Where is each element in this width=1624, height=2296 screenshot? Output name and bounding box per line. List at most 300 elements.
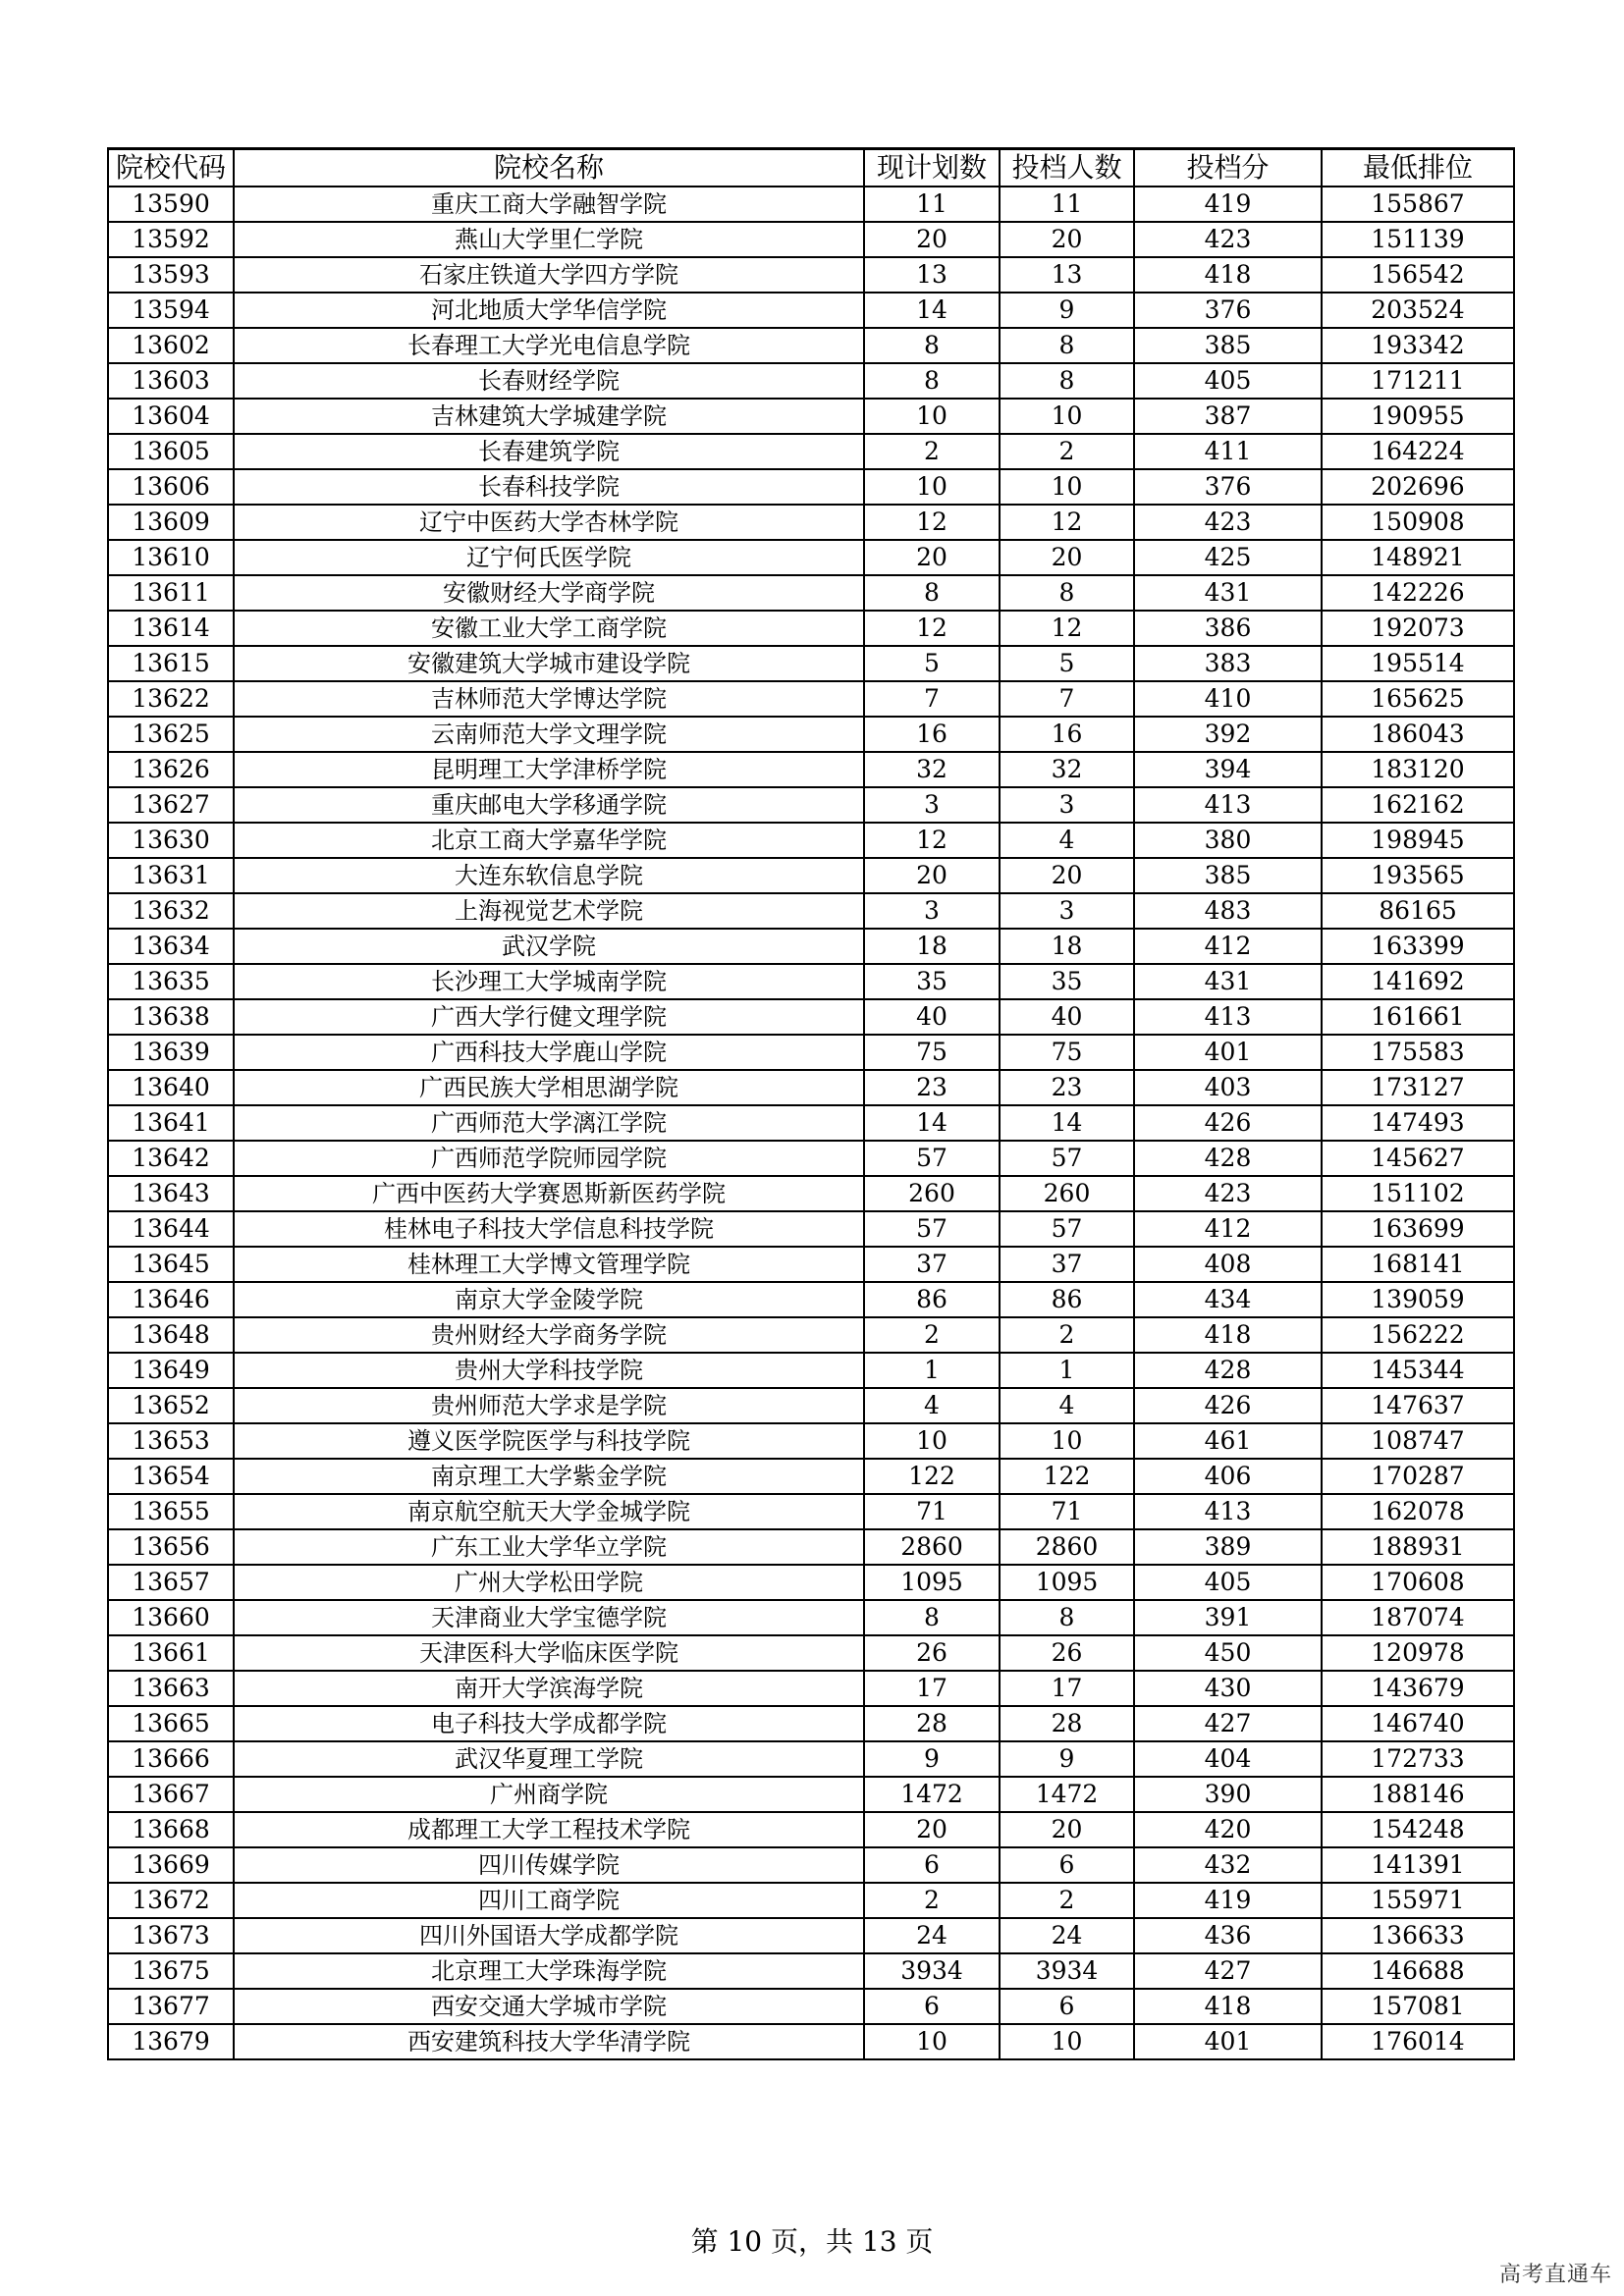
cell-school-name: 长沙理工大学城南学院 <box>234 964 864 999</box>
cell-school-name: 西安交通大学城市学院 <box>234 1989 864 2024</box>
cell-lowest-rank: 170608 <box>1322 1565 1514 1600</box>
cell-admitted-count: 75 <box>1000 1035 1134 1070</box>
cell-school-name: 四川外国语大学成都学院 <box>234 1918 864 1953</box>
cell-admission-score: 385 <box>1134 328 1322 363</box>
table-row <box>108 681 1514 717</box>
cell-current-plan: 71 <box>864 1494 1000 1529</box>
cell-admitted-count: 10 <box>1000 2024 1134 2059</box>
cell-school-name: 广西大学行健文理学院 <box>234 999 864 1035</box>
table-row <box>108 1141 1514 1176</box>
table-row <box>108 1459 1514 1494</box>
cell-admission-score: 401 <box>1134 1035 1322 1070</box>
table-row <box>108 1211 1514 1247</box>
table-row <box>108 1105 1514 1141</box>
cell-lowest-rank: 170287 <box>1322 1459 1514 1494</box>
table-row <box>108 187 1514 222</box>
cell-school-code: 13638 <box>108 999 234 1035</box>
cell-lowest-rank: 142226 <box>1322 575 1514 611</box>
cell-admitted-count: 40 <box>1000 999 1134 1035</box>
table-row <box>108 1989 1514 2024</box>
cell-admitted-count: 10 <box>1000 399 1134 434</box>
cell-school-code: 13632 <box>108 893 234 929</box>
header-school-code: 院校代码 <box>108 149 234 187</box>
cell-admission-score: 405 <box>1134 363 1322 399</box>
cell-admitted-count: 11 <box>1000 187 1134 222</box>
table-row <box>108 611 1514 646</box>
header-admitted-count: 投档人数 <box>1000 149 1134 187</box>
cell-admitted-count: 37 <box>1000 1247 1134 1282</box>
cell-school-name: 桂林理工大学博文管理学院 <box>234 1247 864 1282</box>
cell-current-plan: 1095 <box>864 1565 1000 1600</box>
cell-admitted-count: 23 <box>1000 1070 1134 1105</box>
cell-lowest-rank: 145344 <box>1322 1353 1514 1388</box>
cell-admitted-count: 260 <box>1000 1176 1134 1211</box>
cell-admission-score: 408 <box>1134 1247 1322 1282</box>
cell-admitted-count: 12 <box>1000 611 1134 646</box>
cell-school-code: 13655 <box>108 1494 234 1529</box>
cell-school-name: 广西中医药大学赛恩斯新医药学院 <box>234 1176 864 1211</box>
cell-school-code: 13643 <box>108 1176 234 1211</box>
cell-school-code: 13677 <box>108 1989 234 2024</box>
cell-school-name: 广西民族大学相思湖学院 <box>234 1070 864 1105</box>
cell-admission-score: 394 <box>1134 752 1322 787</box>
table-row <box>108 964 1514 999</box>
header-admission-score: 投档分 <box>1134 149 1322 187</box>
cell-admitted-count: 5 <box>1000 646 1134 681</box>
cell-admission-score: 411 <box>1134 434 1322 469</box>
cell-admitted-count: 7 <box>1000 681 1134 717</box>
cell-admission-score: 380 <box>1134 823 1322 858</box>
cell-current-plan: 2860 <box>864 1529 1000 1565</box>
cell-school-name: 广东工业大学华立学院 <box>234 1529 864 1565</box>
cell-school-code: 13649 <box>108 1353 234 1388</box>
cell-school-name: 长春理工大学光电信息学院 <box>234 328 864 363</box>
table-row <box>108 1777 1514 1812</box>
cell-admission-score: 385 <box>1134 858 1322 893</box>
cell-school-code: 13631 <box>108 858 234 893</box>
cell-admission-score: 392 <box>1134 717 1322 752</box>
cell-school-name: 四川传媒学院 <box>234 1847 864 1883</box>
cell-current-plan: 9 <box>864 1741 1000 1777</box>
cell-lowest-rank: 193342 <box>1322 328 1514 363</box>
cell-school-name: 上海视觉艺术学院 <box>234 893 864 929</box>
cell-school-name: 安徽财经大学商学院 <box>234 575 864 611</box>
cell-admitted-count: 35 <box>1000 964 1134 999</box>
cell-lowest-rank: 145627 <box>1322 1141 1514 1176</box>
cell-current-plan: 86 <box>864 1282 1000 1317</box>
cell-current-plan: 14 <box>864 1105 1000 1141</box>
header-school-name: 院校名称 <box>234 149 864 187</box>
table-header-row <box>108 149 1514 187</box>
header-current-plan: 现计划数 <box>864 149 1000 187</box>
cell-admission-score: 436 <box>1134 1918 1322 1953</box>
cell-school-name: 重庆工商大学融智学院 <box>234 187 864 222</box>
cell-current-plan: 2 <box>864 1883 1000 1918</box>
cell-admitted-count: 2860 <box>1000 1529 1134 1565</box>
cell-admitted-count: 122 <box>1000 1459 1134 1494</box>
cell-admitted-count: 16 <box>1000 717 1134 752</box>
table-row <box>108 646 1514 681</box>
table-row <box>108 893 1514 929</box>
cell-school-code: 13627 <box>108 787 234 823</box>
cell-admission-score: 420 <box>1134 1812 1322 1847</box>
cell-lowest-rank: 198945 <box>1322 823 1514 858</box>
cell-admitted-count: 20 <box>1000 222 1134 257</box>
cell-school-code: 13639 <box>108 1035 234 1070</box>
cell-school-code: 13590 <box>108 187 234 222</box>
cell-admission-score: 401 <box>1134 2024 1322 2059</box>
cell-admitted-count: 9 <box>1000 293 1134 328</box>
cell-school-name: 桂林电子科技大学信息科技学院 <box>234 1211 864 1247</box>
cell-current-plan: 20 <box>864 1812 1000 1847</box>
cell-admission-score: 425 <box>1134 540 1322 575</box>
cell-lowest-rank: 147493 <box>1322 1105 1514 1141</box>
cell-current-plan: 20 <box>864 222 1000 257</box>
cell-admitted-count: 8 <box>1000 575 1134 611</box>
cell-admission-score: 428 <box>1134 1141 1322 1176</box>
cell-admitted-count: 12 <box>1000 505 1134 540</box>
cell-current-plan: 57 <box>864 1211 1000 1247</box>
cell-current-plan: 3934 <box>864 1953 1000 1989</box>
cell-school-name: 长春财经学院 <box>234 363 864 399</box>
cell-admitted-count: 3 <box>1000 787 1134 823</box>
cell-admitted-count: 14 <box>1000 1105 1134 1141</box>
cell-current-plan: 122 <box>864 1459 1000 1494</box>
cell-school-code: 13672 <box>108 1883 234 1918</box>
cell-current-plan: 10 <box>864 2024 1000 2059</box>
cell-current-plan: 8 <box>864 575 1000 611</box>
cell-lowest-rank: 186043 <box>1322 717 1514 752</box>
cell-admitted-count: 3 <box>1000 893 1134 929</box>
cell-school-name: 辽宁中医药大学杏林学院 <box>234 505 864 540</box>
table-row <box>108 1529 1514 1565</box>
cell-admitted-count: 57 <box>1000 1211 1134 1247</box>
cell-admission-score: 387 <box>1134 399 1322 434</box>
cell-admitted-count: 20 <box>1000 858 1134 893</box>
cell-school-name: 电子科技大学成都学院 <box>234 1706 864 1741</box>
cell-school-code: 13673 <box>108 1918 234 1953</box>
cell-lowest-rank: 190955 <box>1322 399 1514 434</box>
cell-admitted-count: 20 <box>1000 1812 1134 1847</box>
table-row <box>108 469 1514 505</box>
cell-lowest-rank: 151102 <box>1322 1176 1514 1211</box>
cell-current-plan: 8 <box>864 363 1000 399</box>
cell-admission-score: 412 <box>1134 929 1322 964</box>
cell-school-code: 13665 <box>108 1706 234 1741</box>
cell-school-name: 安徽建筑大学城市建设学院 <box>234 646 864 681</box>
cell-current-plan: 28 <box>864 1706 1000 1741</box>
cell-admitted-count: 4 <box>1000 823 1134 858</box>
cell-current-plan: 6 <box>864 1989 1000 2024</box>
cell-school-code: 13630 <box>108 823 234 858</box>
cell-admitted-count: 8 <box>1000 1600 1134 1635</box>
cell-school-name: 贵州财经大学商务学院 <box>234 1317 864 1353</box>
cell-lowest-rank: 175583 <box>1322 1035 1514 1070</box>
cell-admission-score: 434 <box>1134 1282 1322 1317</box>
cell-lowest-rank: 163399 <box>1322 929 1514 964</box>
cell-school-name: 石家庄铁道大学四方学院 <box>234 257 864 293</box>
cell-admitted-count: 8 <box>1000 363 1134 399</box>
cell-current-plan: 75 <box>864 1035 1000 1070</box>
cell-current-plan: 26 <box>864 1635 1000 1671</box>
cell-school-name: 河北地质大学华信学院 <box>234 293 864 328</box>
cell-admission-score: 412 <box>1134 1211 1322 1247</box>
cell-lowest-rank: 141692 <box>1322 964 1514 999</box>
cell-lowest-rank: 139059 <box>1322 1282 1514 1317</box>
table-row <box>108 752 1514 787</box>
table-row <box>108 1565 1514 1600</box>
page-number: 第 10 页，共 13 页 <box>690 2225 934 2258</box>
cell-lowest-rank: 203524 <box>1322 293 1514 328</box>
cell-school-code: 13653 <box>108 1423 234 1459</box>
cell-admitted-count: 17 <box>1000 1671 1134 1706</box>
cell-school-name: 长春科技学院 <box>234 469 864 505</box>
cell-lowest-rank: 150908 <box>1322 505 1514 540</box>
cell-lowest-rank: 183120 <box>1322 752 1514 787</box>
cell-admitted-count: 1472 <box>1000 1777 1134 1812</box>
table-row <box>108 1847 1514 1883</box>
cell-lowest-rank: 165625 <box>1322 681 1514 717</box>
cell-admission-score: 418 <box>1134 257 1322 293</box>
cell-admission-score: 389 <box>1134 1529 1322 1565</box>
cell-admission-score: 428 <box>1134 1353 1322 1388</box>
cell-current-plan: 3 <box>864 893 1000 929</box>
cell-admitted-count: 10 <box>1000 469 1134 505</box>
table-row <box>108 575 1514 611</box>
cell-school-code: 13602 <box>108 328 234 363</box>
table-row <box>108 2024 1514 2059</box>
cell-admission-score: 423 <box>1134 505 1322 540</box>
cell-school-name: 北京工商大学嘉华学院 <box>234 823 864 858</box>
cell-admitted-count: 71 <box>1000 1494 1134 1529</box>
cell-school-code: 13593 <box>108 257 234 293</box>
table-row <box>108 1741 1514 1777</box>
cell-admitted-count: 57 <box>1000 1141 1134 1176</box>
cell-school-name: 天津医科大学临床医学院 <box>234 1635 864 1671</box>
cell-current-plan: 14 <box>864 293 1000 328</box>
cell-admitted-count: 1095 <box>1000 1565 1134 1600</box>
admission-table <box>107 147 1515 2060</box>
cell-school-name: 广州商学院 <box>234 1777 864 1812</box>
cell-admission-score: 376 <box>1134 469 1322 505</box>
cell-lowest-rank: 173127 <box>1322 1070 1514 1105</box>
cell-school-name: 贵州大学科技学院 <box>234 1353 864 1388</box>
cell-admitted-count: 13 <box>1000 257 1134 293</box>
cell-admitted-count: 3934 <box>1000 1953 1134 1989</box>
cell-lowest-rank: 157081 <box>1322 1989 1514 2024</box>
cell-lowest-rank: 188931 <box>1322 1529 1514 1565</box>
cell-admission-score: 403 <box>1134 1070 1322 1105</box>
table-row <box>108 363 1514 399</box>
cell-lowest-rank: 146688 <box>1322 1953 1514 1989</box>
table-row <box>108 929 1514 964</box>
cell-current-plan: 12 <box>864 505 1000 540</box>
cell-school-name: 吉林建筑大学城建学院 <box>234 399 864 434</box>
table-row <box>108 1247 1514 1282</box>
cell-school-code: 13625 <box>108 717 234 752</box>
cell-current-plan: 2 <box>864 1317 1000 1353</box>
header-lowest-rank: 最低排位 <box>1322 149 1514 187</box>
table-row <box>108 1494 1514 1529</box>
cell-admission-score: 391 <box>1134 1600 1322 1635</box>
cell-school-name: 重庆邮电大学移通学院 <box>234 787 864 823</box>
table-row <box>108 293 1514 328</box>
cell-admitted-count: 10 <box>1000 1423 1134 1459</box>
table-row <box>108 434 1514 469</box>
cell-school-name: 武汉华夏理工学院 <box>234 1741 864 1777</box>
cell-current-plan: 40 <box>864 999 1000 1035</box>
cell-admission-score: 413 <box>1134 1494 1322 1529</box>
cell-school-code: 13657 <box>108 1565 234 1600</box>
cell-school-code: 13648 <box>108 1317 234 1353</box>
cell-current-plan: 13 <box>864 257 1000 293</box>
table-row <box>108 1176 1514 1211</box>
cell-current-plan: 24 <box>864 1918 1000 1953</box>
cell-school-name: 吉林师范大学博达学院 <box>234 681 864 717</box>
cell-current-plan: 23 <box>864 1070 1000 1105</box>
cell-school-code: 13646 <box>108 1282 234 1317</box>
cell-admission-score: 383 <box>1134 646 1322 681</box>
cell-admitted-count: 2 <box>1000 434 1134 469</box>
cell-current-plan: 32 <box>864 752 1000 787</box>
cell-admitted-count: 20 <box>1000 540 1134 575</box>
cell-school-name: 云南师范大学文理学院 <box>234 717 864 752</box>
cell-lowest-rank: 141391 <box>1322 1847 1514 1883</box>
cell-admitted-count: 26 <box>1000 1635 1134 1671</box>
table-row <box>108 717 1514 752</box>
table-row <box>108 399 1514 434</box>
cell-current-plan: 57 <box>864 1141 1000 1176</box>
cell-current-plan: 20 <box>864 540 1000 575</box>
cell-current-plan: 10 <box>864 469 1000 505</box>
cell-current-plan: 10 <box>864 1423 1000 1459</box>
cell-school-name: 昆明理工大学津桥学院 <box>234 752 864 787</box>
cell-school-name: 遵义医学院医学与科技学院 <box>234 1423 864 1459</box>
cell-admission-score: 426 <box>1134 1388 1322 1423</box>
cell-school-code: 13669 <box>108 1847 234 1883</box>
cell-school-code: 13645 <box>108 1247 234 1282</box>
table-row <box>108 1317 1514 1353</box>
cell-school-name: 西安建筑科技大学华清学院 <box>234 2024 864 2059</box>
table-row <box>108 1953 1514 1989</box>
cell-admitted-count: 18 <box>1000 929 1134 964</box>
cell-school-code: 13609 <box>108 505 234 540</box>
cell-admission-score: 413 <box>1134 999 1322 1035</box>
table-row <box>108 999 1514 1035</box>
cell-current-plan: 4 <box>864 1388 1000 1423</box>
cell-school-code: 13635 <box>108 964 234 999</box>
cell-school-code: 13614 <box>108 611 234 646</box>
cell-admitted-count: 9 <box>1000 1741 1134 1777</box>
cell-lowest-rank: 176014 <box>1322 2024 1514 2059</box>
cell-current-plan: 3 <box>864 787 1000 823</box>
cell-admission-score: 418 <box>1134 1989 1322 2024</box>
cell-school-code: 13642 <box>108 1141 234 1176</box>
cell-school-code: 13679 <box>108 2024 234 2059</box>
cell-school-name: 北京理工大学珠海学院 <box>234 1953 864 1989</box>
cell-current-plan: 8 <box>864 328 1000 363</box>
cell-lowest-rank: 193565 <box>1322 858 1514 893</box>
cell-lowest-rank: 143679 <box>1322 1671 1514 1706</box>
cell-current-plan: 35 <box>864 964 1000 999</box>
cell-lowest-rank: 155971 <box>1322 1883 1514 1918</box>
cell-school-name: 安徽工业大学工商学院 <box>234 611 864 646</box>
cell-school-name: 四川工商学院 <box>234 1883 864 1918</box>
cell-current-plan: 6 <box>864 1847 1000 1883</box>
cell-lowest-rank: 148921 <box>1322 540 1514 575</box>
cell-admission-score: 430 <box>1134 1671 1322 1706</box>
cell-lowest-rank: 163699 <box>1322 1211 1514 1247</box>
cell-school-code: 13666 <box>108 1741 234 1777</box>
cell-current-plan: 17 <box>864 1671 1000 1706</box>
cell-school-code: 13641 <box>108 1105 234 1141</box>
cell-admitted-count: 28 <box>1000 1706 1134 1741</box>
cell-admission-score: 413 <box>1134 787 1322 823</box>
cell-lowest-rank: 202696 <box>1322 469 1514 505</box>
admission-table-container <box>107 147 1513 2060</box>
cell-school-code: 13606 <box>108 469 234 505</box>
cell-school-name: 南京大学金陵学院 <box>234 1282 864 1317</box>
cell-school-code: 13667 <box>108 1777 234 1812</box>
table-row <box>108 1353 1514 1388</box>
cell-lowest-rank: 172733 <box>1322 1741 1514 1777</box>
cell-admission-score: 390 <box>1134 1777 1322 1812</box>
cell-admitted-count: 6 <box>1000 1989 1134 2024</box>
cell-admission-score: 432 <box>1134 1847 1322 1883</box>
table-row <box>108 1671 1514 1706</box>
cell-school-code: 13660 <box>108 1600 234 1635</box>
table-row <box>108 1883 1514 1918</box>
table-row <box>108 505 1514 540</box>
cell-admitted-count: 86 <box>1000 1282 1134 1317</box>
cell-admission-score: 461 <box>1134 1423 1322 1459</box>
cell-lowest-rank: 108747 <box>1322 1423 1514 1459</box>
cell-admission-score: 419 <box>1134 1883 1322 1918</box>
cell-school-code: 13603 <box>108 363 234 399</box>
cell-school-code: 13622 <box>108 681 234 717</box>
cell-lowest-rank: 162078 <box>1322 1494 1514 1529</box>
cell-school-code: 13654 <box>108 1459 234 1494</box>
cell-admission-score: 404 <box>1134 1741 1322 1777</box>
table-row <box>108 1635 1514 1671</box>
cell-lowest-rank: 171211 <box>1322 363 1514 399</box>
cell-admission-score: 427 <box>1134 1953 1322 1989</box>
cell-school-name: 贵州师范大学求是学院 <box>234 1388 864 1423</box>
cell-current-plan: 11 <box>864 187 1000 222</box>
cell-current-plan: 37 <box>864 1247 1000 1282</box>
cell-lowest-rank: 86165 <box>1322 893 1514 929</box>
cell-lowest-rank: 136633 <box>1322 1918 1514 1953</box>
cell-school-name: 广西师范大学漓江学院 <box>234 1105 864 1141</box>
cell-lowest-rank: 161661 <box>1322 999 1514 1035</box>
cell-lowest-rank: 120978 <box>1322 1635 1514 1671</box>
cell-school-code: 13611 <box>108 575 234 611</box>
cell-admission-score: 376 <box>1134 293 1322 328</box>
cell-admitted-count: 24 <box>1000 1918 1134 1953</box>
cell-school-code: 13626 <box>108 752 234 787</box>
cell-school-code: 13661 <box>108 1635 234 1671</box>
cell-current-plan: 1472 <box>864 1777 1000 1812</box>
cell-school-name: 长春建筑学院 <box>234 434 864 469</box>
watermark-logo: 高考直通车 <box>1498 2263 1612 2287</box>
table-body <box>108 187 1514 2059</box>
cell-school-code: 13605 <box>108 434 234 469</box>
cell-lowest-rank: 188146 <box>1322 1777 1514 1812</box>
cell-school-code: 13634 <box>108 929 234 964</box>
cell-school-name: 辽宁何氏医学院 <box>234 540 864 575</box>
table-row <box>108 222 1514 257</box>
cell-school-name: 燕山大学里仁学院 <box>234 222 864 257</box>
